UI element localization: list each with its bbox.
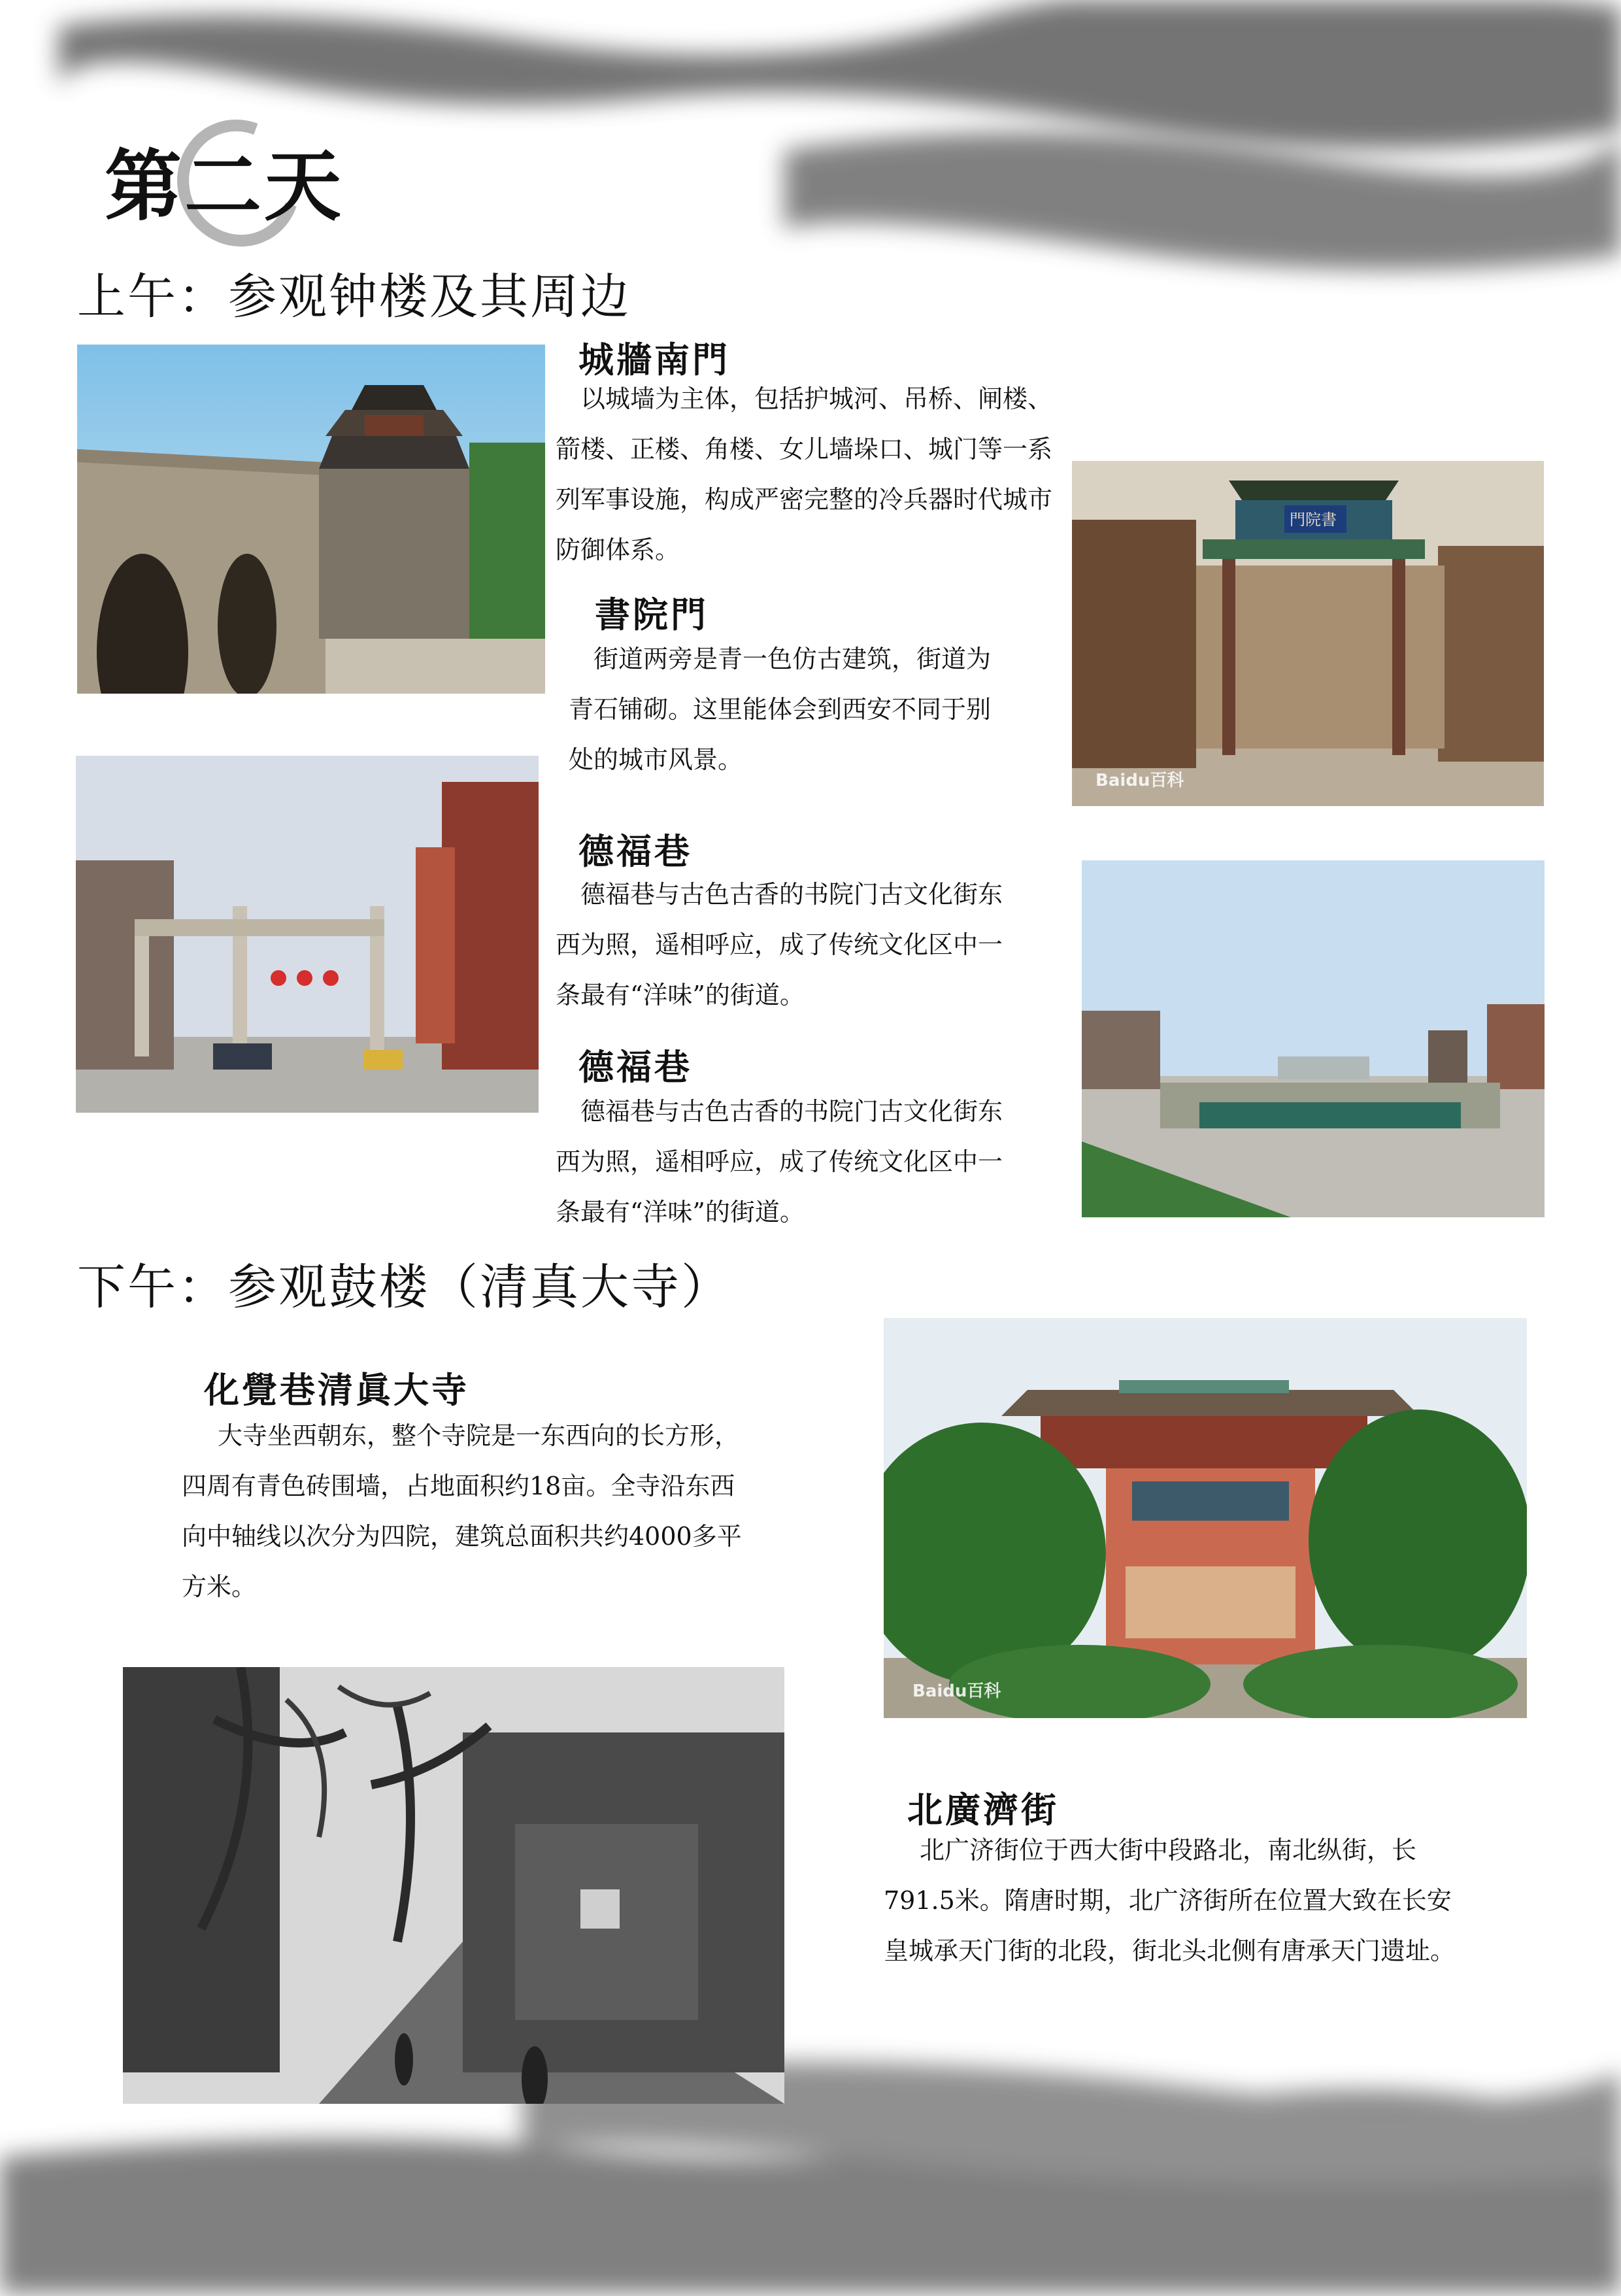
item-text-defu-lane: 德福巷与古色古香的书院门古文化街东西为照，遥相呼应，成了传统文化区中一条最有“洋味”的街道。 (556, 880, 1003, 1009)
item-text-city-wall: 以城墙为主体，包括护城河、吊桥、闸楼、箭楼、正楼、角楼、女儿墙垛口、城门等一系列军事设施，构成严密完整的冷兵器时代城市防御体系。 (556, 384, 1053, 564)
photo-bell-tower-square (1082, 860, 1545, 1217)
plaque-text: 門院書 (1290, 511, 1337, 529)
item-text-great-mosque: 大寺坐西朝东，整个寺院是一东西向的长方形，四周有青色砖围墙，占地面积约18亩。全寺沿东西向中轴线以次分为四院，建筑总面积共约4000多平方米。 (182, 1421, 742, 1601)
item-text-shuyuanmen: 街道两旁是青一色仿古建筑，街道为青石铺砌。这里能体会到西安不同于别处的城市风景。 (569, 645, 992, 774)
ink-wash-top-right (784, 98, 1621, 288)
page-title: 第二天 (105, 141, 344, 231)
baidu-watermark-2: Baidu百科 (912, 1681, 1001, 1701)
item-title-shuyuanmen: 書院門 (595, 594, 709, 635)
afternoon-heading: 下午：参观鼓楼（清真大寺） (77, 1259, 731, 1315)
photo-beiguangji-street (123, 1667, 784, 2104)
item-text-beiguangji-street: 北广济街位于西大街中段路北，南北纵街，长791.5米。隋唐时期，北广济街所在位置大致在长安皇城承天门街的北段，街北头北侧有唐承天门遗址。 (884, 1836, 1456, 1965)
photo-shuyuanmen-gate (1072, 461, 1544, 806)
item-title-defu-lane: 德福巷 (578, 831, 692, 872)
baidu-watermark: Baidu百科 (1095, 771, 1184, 790)
photo-city-wall-south-gate (77, 345, 545, 694)
item-title-city-wall: 城牆南門 (578, 339, 730, 380)
morning-heading: 上午：参观钟楼及其周边 (77, 269, 631, 325)
item-text-defu-lane-repeat: 德福巷与古色古香的书院门古文化街东西为照，遥相呼应，成了传统文化区中一条最有“洋味”的街道。 (556, 1097, 1003, 1226)
item-title-great-mosque: 化覺巷清眞大寺 (204, 1370, 469, 1411)
photo-great-mosque (884, 1318, 1527, 1718)
item-title-beiguangji-street: 北廣濟街 (907, 1789, 1059, 1831)
item-title-defu-lane-repeat: 德福巷 (578, 1047, 692, 1088)
photo-defu-lane-street (76, 756, 539, 1113)
